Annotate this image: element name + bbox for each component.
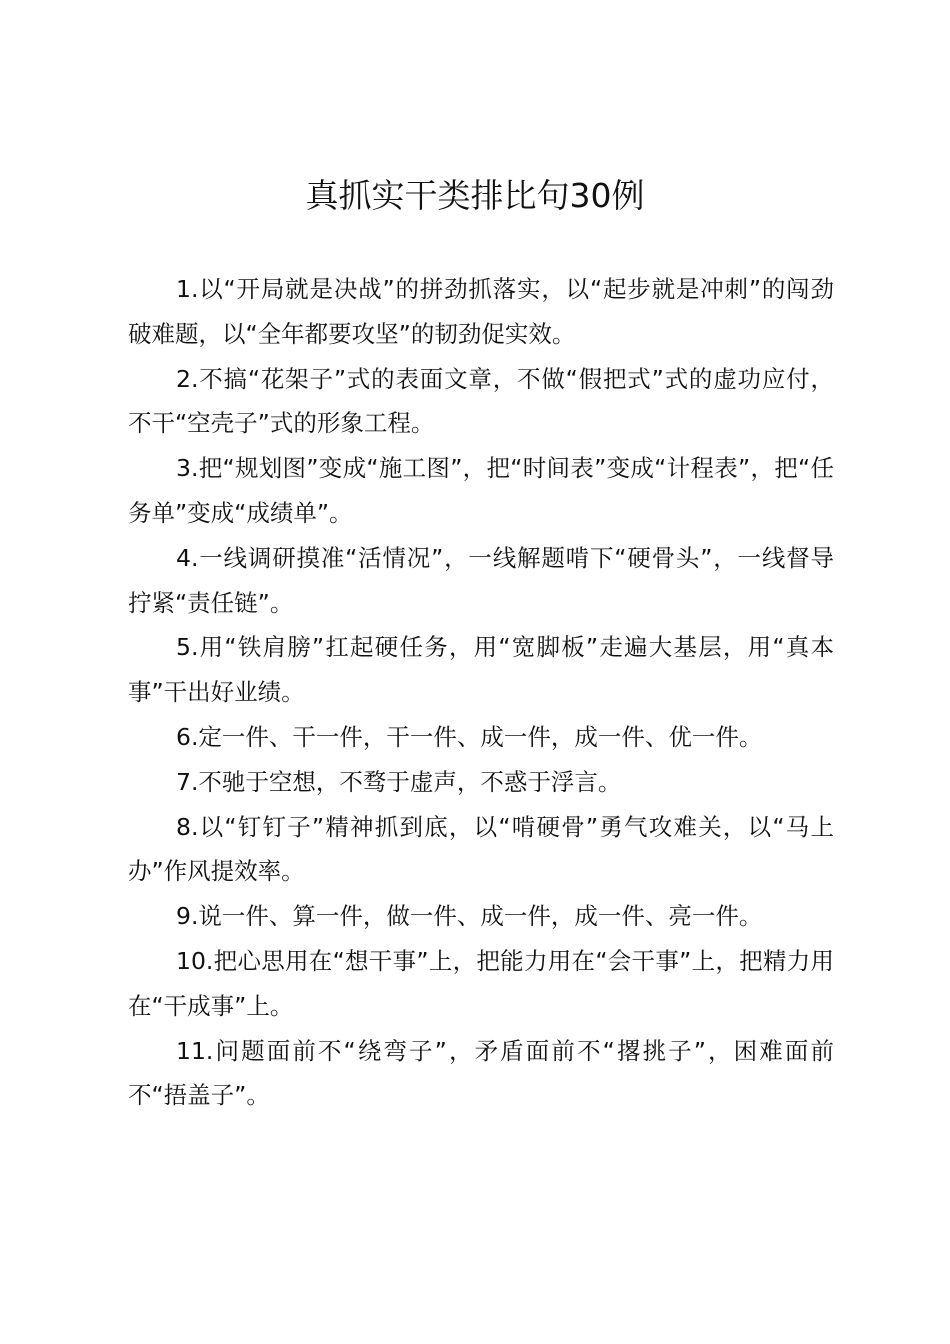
paragraph-3: 3.把“规划图”变成“施工图”，把“时间表”变成“计程表”，把“任务单”变成“成绩单”。: [128, 454, 834, 527]
paragraph-8: 8.以“钉钉子”精神抓到底，以“啃硬骨”勇气攻难关，以“马上办”作风提效率。: [128, 812, 834, 886]
paragraph-11: 11.问题面前不“绕弯子”，矛盾面前不“撂挑子”，困难面前不“捂盖子”。: [128, 1036, 834, 1110]
paragraph-2: 2.不搞“花架子”式的表面文章，不做“假把式”式的虚功应付，不干“空壳子”式的形象工程。: [128, 364, 834, 438]
paragraph-4: 4.一线调研摸准“活情况”，一线解题啃下“硬骨头”，一线督导拧紧“责任链”。: [128, 543, 834, 617]
paragraph-10: 10.把心思用在“想干事”上，把能力用在“会干事”上，把精力用在“干成事”上。: [128, 946, 834, 1020]
paragraph-9: 9.说一件、算一件，做一件、成一件，成一件、亮一件。: [176, 902, 763, 931]
paragraph-6: 6.定一件、干一件，干一件、成一件，成一件、优一件。: [176, 722, 763, 751]
paragraph-1: 1.以“开局就是决战”的拼劲抓落实，以“起步就是冲刺”的闯劲破难题，以“全年都要攻坚”的韧劲促实效。: [128, 275, 834, 348]
paragraph-5: 5.用“铁肩膀”扛起硬任务，用“宽脚板”走遍大基层，用“真本事”干出好业绩。: [128, 633, 834, 707]
page-title: 真抓实干类排比句30例: [305, 176, 645, 215]
document-body: [128, 267, 834, 1118]
paragraph-7: 7.不驰于空想，不骛于虚声，不惑于浮言。: [176, 767, 622, 796]
